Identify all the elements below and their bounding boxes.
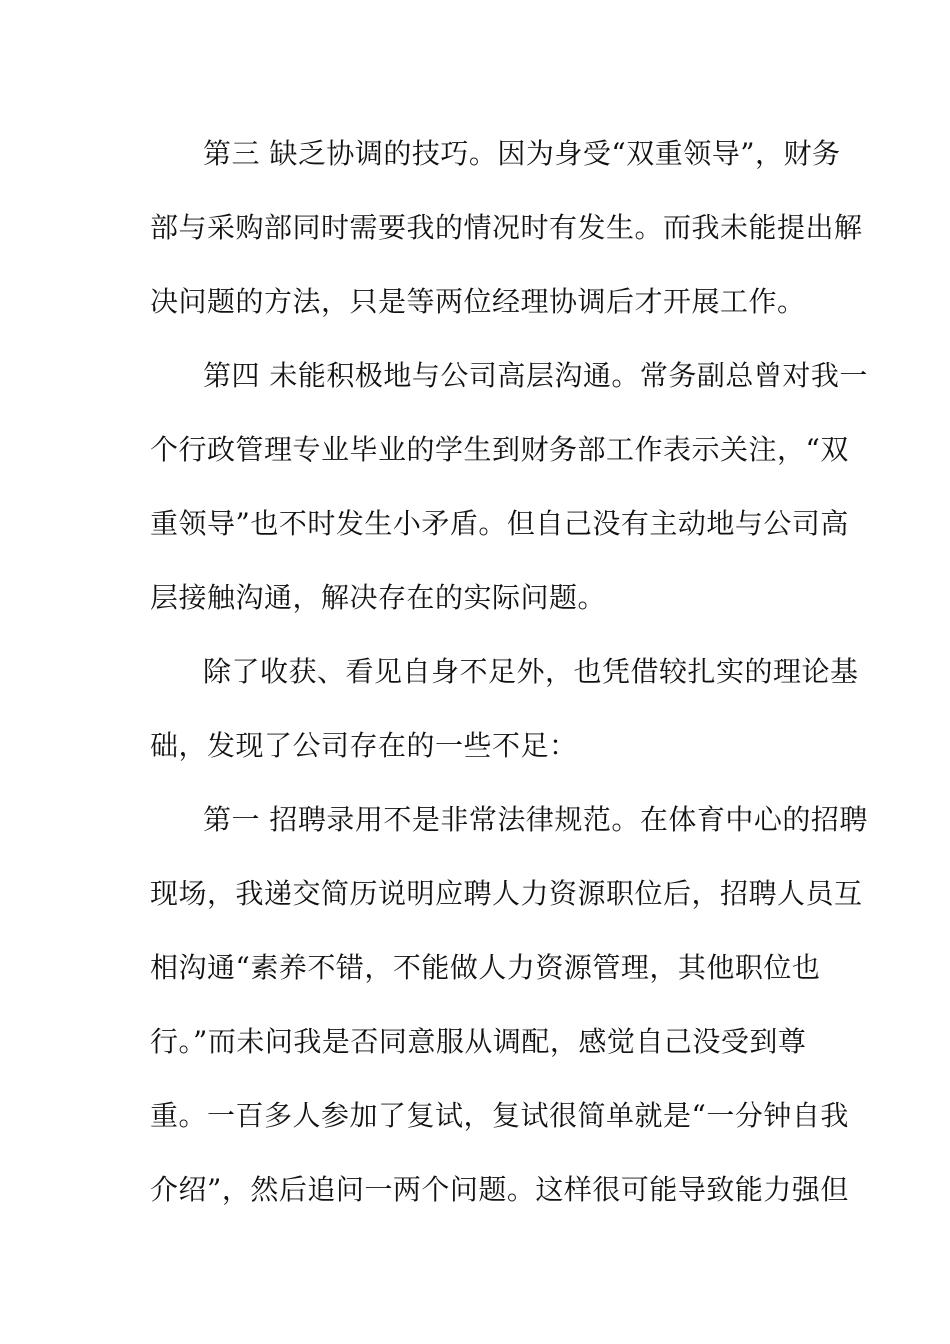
- paragraph-4-line-4: 行。”而未问我是否同意服从调配，感觉自己没受到尊: [150, 1025, 807, 1058]
- paragraph-4-line-6: 介绍”，然后追问一两个问题。这样很可能导致能力强但: [150, 1173, 849, 1206]
- paragraph-2-line-1: 第四 未能积极地与公司高层沟通。常务副总曾对我一: [203, 359, 868, 392]
- paragraph-4-line-5: 重。一百多人参加了复试，复试很简单就是“一分钟自我: [150, 1099, 849, 1132]
- paragraph-4-line-3: 相沟通“素养不错，不能做人力资源管理，其他职位也: [150, 951, 821, 984]
- paragraph-3-line-1: 除了收获、看见自身不足外，也凭借较扎实的理论基: [203, 655, 859, 688]
- paragraph-2-line-3: 重领导”也不时发生小矛盾。但自己没有主动地与公司高: [150, 507, 849, 540]
- paragraph-2-line-2: 个行政管理专业毕业的学生到财务部工作表示关注，“双: [150, 433, 849, 466]
- paragraph-1-line-1: 第三 缺乏协调的技巧。因为身受“双重领导”，财务: [203, 137, 841, 170]
- paragraph-1-line-2: 部与采购部同时需要我的情况时有发生。而我未能提出解: [150, 211, 863, 244]
- paragraph-4-line-2: 现场，我递交简历说明应聘人力资源职位后，招聘人员互: [150, 877, 863, 910]
- paragraph-3-line-2: 础，发现了公司存在的一些不足：: [150, 729, 578, 762]
- paragraph-2-line-4: 层接触沟通，解决存在的实际问题。: [150, 581, 607, 614]
- paragraph-1-line-3: 决问题的方法，只是等两位经理协调后才开展工作。: [150, 285, 806, 318]
- paragraph-4-line-1: 第一 招聘录用不是非常法律规范。在体育中心的招聘: [203, 803, 868, 836]
